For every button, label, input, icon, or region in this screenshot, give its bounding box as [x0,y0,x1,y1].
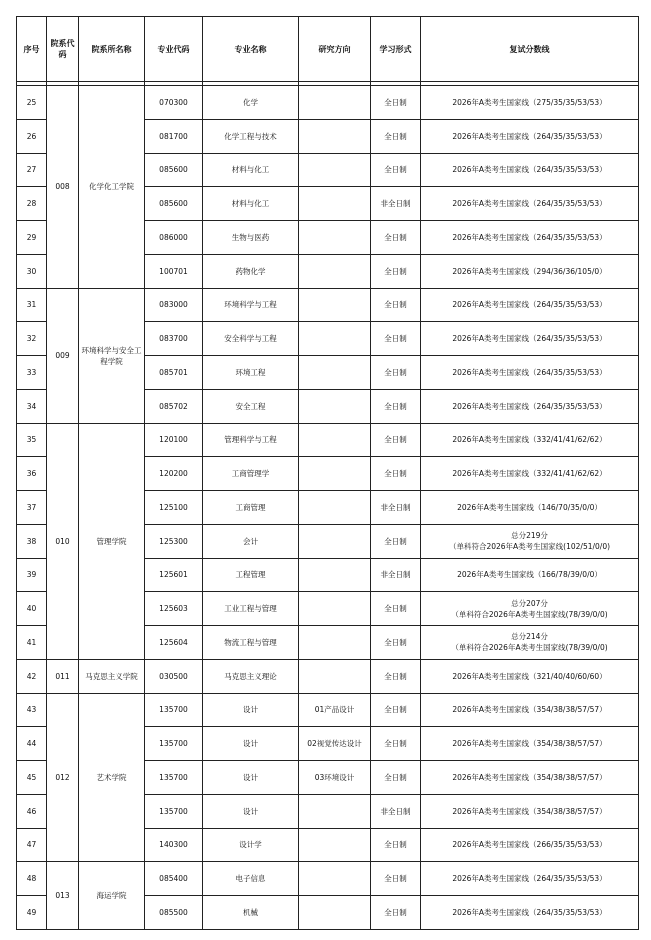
study-mode: 全日制 [371,356,421,390]
score-line: 2026年A类考生国家线（354/38/38/57/57） [452,806,607,816]
research-direction [299,288,371,322]
score-line: 2026年A类考生国家线（332/41/41/62/62） [452,469,607,479]
study-mode: 全日制 [371,457,421,491]
score-line: 2026年A类考生国家线（264/35/35/53/53） [452,401,607,411]
retest-score [421,221,639,255]
score-line: 2026年A类考生国家线（266/35/35/53/53） [452,840,607,850]
row-number: 43 [17,693,47,727]
score-line: 2026年A类考生国家线（321/40/40/60/60） [452,671,607,681]
study-mode: 全日制 [371,119,421,153]
research-direction: 01产品设计 [299,693,371,727]
retest-score [421,626,639,660]
major-code: 135700 [145,727,203,761]
score-line: 2026年A类考生国家线（264/35/35/53/53） [452,334,607,344]
score-line: 2026年A类考生国家线（275/35/35/53/53） [452,97,607,107]
study-mode: 全日制 [371,254,421,288]
research-direction [299,356,371,390]
major-name: 化学工程与技术 [203,119,299,153]
score-line: 2026年A类考生国家线（332/41/41/62/62） [452,435,607,445]
header-major-code: 专业代码 [145,17,203,82]
header-major-name: 专业名称 [203,17,299,82]
row-number: 45 [17,761,47,795]
major-code: 085500 [145,896,203,930]
study-mode: 全日制 [371,693,421,727]
major-name: 管理科学与工程 [203,423,299,457]
dept-name: 化学化工学院 [79,86,145,289]
retest-score [421,862,639,896]
major-code: 083700 [145,322,203,356]
row-number: 39 [17,558,47,592]
score-note: （单科符合2026年A类考生国家线(78/39/0/0) [451,643,608,653]
research-direction [299,389,371,423]
retest-score [421,491,639,525]
retest-score [421,457,639,491]
score-line: 总分214分 [511,632,548,642]
study-mode: 非全日制 [371,491,421,525]
score-line: 2026年A类考生国家线（264/35/35/53/53） [452,907,607,917]
retest-score [421,187,639,221]
major-name: 安全工程 [203,389,299,423]
study-mode: 全日制 [371,828,421,862]
study-mode: 全日制 [371,221,421,255]
retest-score [421,322,639,356]
row-number: 44 [17,727,47,761]
major-code: 140300 [145,828,203,862]
major-name: 设计 [203,794,299,828]
score-line: 2026年A类考生国家线（146/70/35/0/0） [457,502,602,512]
research-direction [299,491,371,525]
row-number: 46 [17,794,47,828]
major-name: 工业工程与管理 [203,592,299,626]
major-name: 会计 [203,524,299,558]
study-mode: 全日制 [371,423,421,457]
retest-score [421,761,639,795]
row-number: 29 [17,221,47,255]
header-score: 复试分数线 [421,17,639,82]
row-number: 47 [17,828,47,862]
study-mode: 全日制 [371,389,421,423]
score-line: 2026年A类考生国家线（264/35/35/53/53） [452,131,607,141]
research-direction [299,794,371,828]
research-direction [299,592,371,626]
retest-score [421,693,639,727]
table-row [17,693,639,727]
major-code: 085702 [145,389,203,423]
dept-code: 010 [47,423,79,659]
study-mode: 全日制 [371,862,421,896]
major-name: 设计学 [203,828,299,862]
table-row [17,86,639,120]
retest-score [421,356,639,390]
score-note: （单科符合2026年A类考生国家线(102/51/0/0) [448,542,611,552]
major-code: 125300 [145,524,203,558]
research-direction [299,322,371,356]
major-code: 086000 [145,221,203,255]
row-number: 30 [17,254,47,288]
research-direction [299,828,371,862]
dept-name: 马克思主义学院 [79,659,145,693]
major-name: 药物化学 [203,254,299,288]
major-code: 030500 [145,659,203,693]
score-line: 2026年A类考生国家线（264/35/35/53/53） [452,874,607,884]
score-line: 2026年A类考生国家线（166/78/39/0/0） [457,570,602,580]
dept-code: 012 [47,693,79,862]
row-number: 36 [17,457,47,491]
dept-code: 011 [47,659,79,693]
row-number: 28 [17,187,47,221]
study-mode: 全日制 [371,153,421,187]
study-mode: 全日制 [371,322,421,356]
dept-name: 环境科学与安全工程学院 [79,288,145,423]
major-code: 085600 [145,153,203,187]
research-direction [299,626,371,660]
retest-score-table [16,16,639,930]
research-direction [299,457,371,491]
major-code: 085400 [145,862,203,896]
header-mode: 学习形式 [371,17,421,82]
study-mode: 非全日制 [371,558,421,592]
row-number: 49 [17,896,47,930]
row-number: 34 [17,389,47,423]
score-line: 2026年A类考生国家线（264/35/35/53/53） [452,199,607,209]
major-code: 125100 [145,491,203,525]
retest-score [421,794,639,828]
table-row [17,423,639,457]
research-direction [299,187,371,221]
retest-score [421,423,639,457]
score-line: 2026年A类考生国家线（354/38/38/57/57） [452,772,607,782]
dept-code: 013 [47,862,79,930]
major-code: 085701 [145,356,203,390]
major-name: 设计 [203,761,299,795]
study-mode: 全日制 [371,626,421,660]
research-direction [299,659,371,693]
study-mode: 全日制 [371,896,421,930]
major-code: 081700 [145,119,203,153]
header-direction: 研究方向 [299,17,371,82]
major-name: 材料与化工 [203,153,299,187]
study-mode: 全日制 [371,761,421,795]
research-direction [299,86,371,120]
major-name: 工商管理学 [203,457,299,491]
major-code: 135700 [145,761,203,795]
retest-score [421,659,639,693]
study-mode: 全日制 [371,86,421,120]
research-direction [299,153,371,187]
major-name: 工程管理 [203,558,299,592]
retest-score [421,288,639,322]
research-direction [299,423,371,457]
score-line: 2026年A类考生国家线（354/38/38/57/57） [452,739,607,749]
retest-score [421,389,639,423]
research-direction [299,558,371,592]
major-name: 马克思主义理论 [203,659,299,693]
research-direction [299,119,371,153]
row-number: 38 [17,524,47,558]
major-code: 083000 [145,288,203,322]
header-dept-name: 院系所名称 [79,17,145,82]
retest-score [421,86,639,120]
major-name: 生物与医药 [203,221,299,255]
major-name: 化学 [203,86,299,120]
research-direction: 03环境设计 [299,761,371,795]
major-name: 安全科学与工程 [203,322,299,356]
research-direction [299,524,371,558]
major-name: 环境工程 [203,356,299,390]
header-dept-code: 院系代码 [47,17,79,82]
research-direction [299,254,371,288]
major-code: 135700 [145,794,203,828]
research-direction: 02视觉传达设计 [299,727,371,761]
row-number: 37 [17,491,47,525]
major-name: 机械 [203,896,299,930]
table-header-row [17,17,639,82]
row-number: 35 [17,423,47,457]
retest-score [421,254,639,288]
row-number: 41 [17,626,47,660]
row-number: 42 [17,659,47,693]
research-direction [299,862,371,896]
major-code: 125603 [145,592,203,626]
study-mode: 全日制 [371,659,421,693]
score-line: 2026年A类考生国家线（264/35/35/53/53） [452,232,607,242]
table-body [17,86,639,930]
major-name: 物流工程与管理 [203,626,299,660]
major-code: 120200 [145,457,203,491]
study-mode: 全日制 [371,727,421,761]
score-line: 2026年A类考生国家线（264/35/35/53/53） [452,300,607,310]
retest-score [421,727,639,761]
table-row [17,862,639,896]
research-direction [299,896,371,930]
study-mode: 非全日制 [371,187,421,221]
row-number: 27 [17,153,47,187]
major-code: 070300 [145,86,203,120]
study-mode: 全日制 [371,288,421,322]
dept-name: 海运学院 [79,862,145,930]
retest-score [421,828,639,862]
major-name: 环境科学与工程 [203,288,299,322]
retest-score [421,592,639,626]
score-line: 2026年A类考生国家线（264/35/35/53/53） [452,165,607,175]
major-name: 设计 [203,693,299,727]
dept-code: 008 [47,86,79,289]
major-name: 材料与化工 [203,187,299,221]
research-direction [299,221,371,255]
dept-code: 009 [47,288,79,423]
row-number: 26 [17,119,47,153]
major-code: 085600 [145,187,203,221]
score-line: 2026年A类考生国家线（354/38/38/57/57） [452,705,607,715]
major-name: 设计 [203,727,299,761]
major-code: 120100 [145,423,203,457]
dept-name: 艺术学院 [79,693,145,862]
row-number: 40 [17,592,47,626]
row-number: 48 [17,862,47,896]
table-row [17,659,639,693]
row-number: 32 [17,322,47,356]
score-line: 2026年A类考生国家线（294/36/36/105/0） [452,266,607,276]
header-no: 序号 [17,17,47,82]
score-line: 2026年A类考生国家线（264/35/35/53/53） [452,367,607,377]
dept-name: 管理学院 [79,423,145,659]
study-mode: 全日制 [371,524,421,558]
major-code: 100701 [145,254,203,288]
major-code: 125604 [145,626,203,660]
table-row [17,288,639,322]
row-number: 31 [17,288,47,322]
retest-score [421,896,639,930]
major-name: 工商管理 [203,491,299,525]
score-line: 总分207分 [511,598,548,608]
major-code: 125601 [145,558,203,592]
major-code: 135700 [145,693,203,727]
retest-score [421,119,639,153]
retest-score [421,558,639,592]
score-note: （单科符合2026年A类考生国家线(78/39/0/0) [451,609,608,619]
major-name: 电子信息 [203,862,299,896]
score-line: 总分219分 [511,531,548,541]
row-number: 25 [17,86,47,120]
retest-score [421,524,639,558]
retest-score [421,153,639,187]
study-mode: 非全日制 [371,794,421,828]
row-number: 33 [17,356,47,390]
study-mode: 全日制 [371,592,421,626]
